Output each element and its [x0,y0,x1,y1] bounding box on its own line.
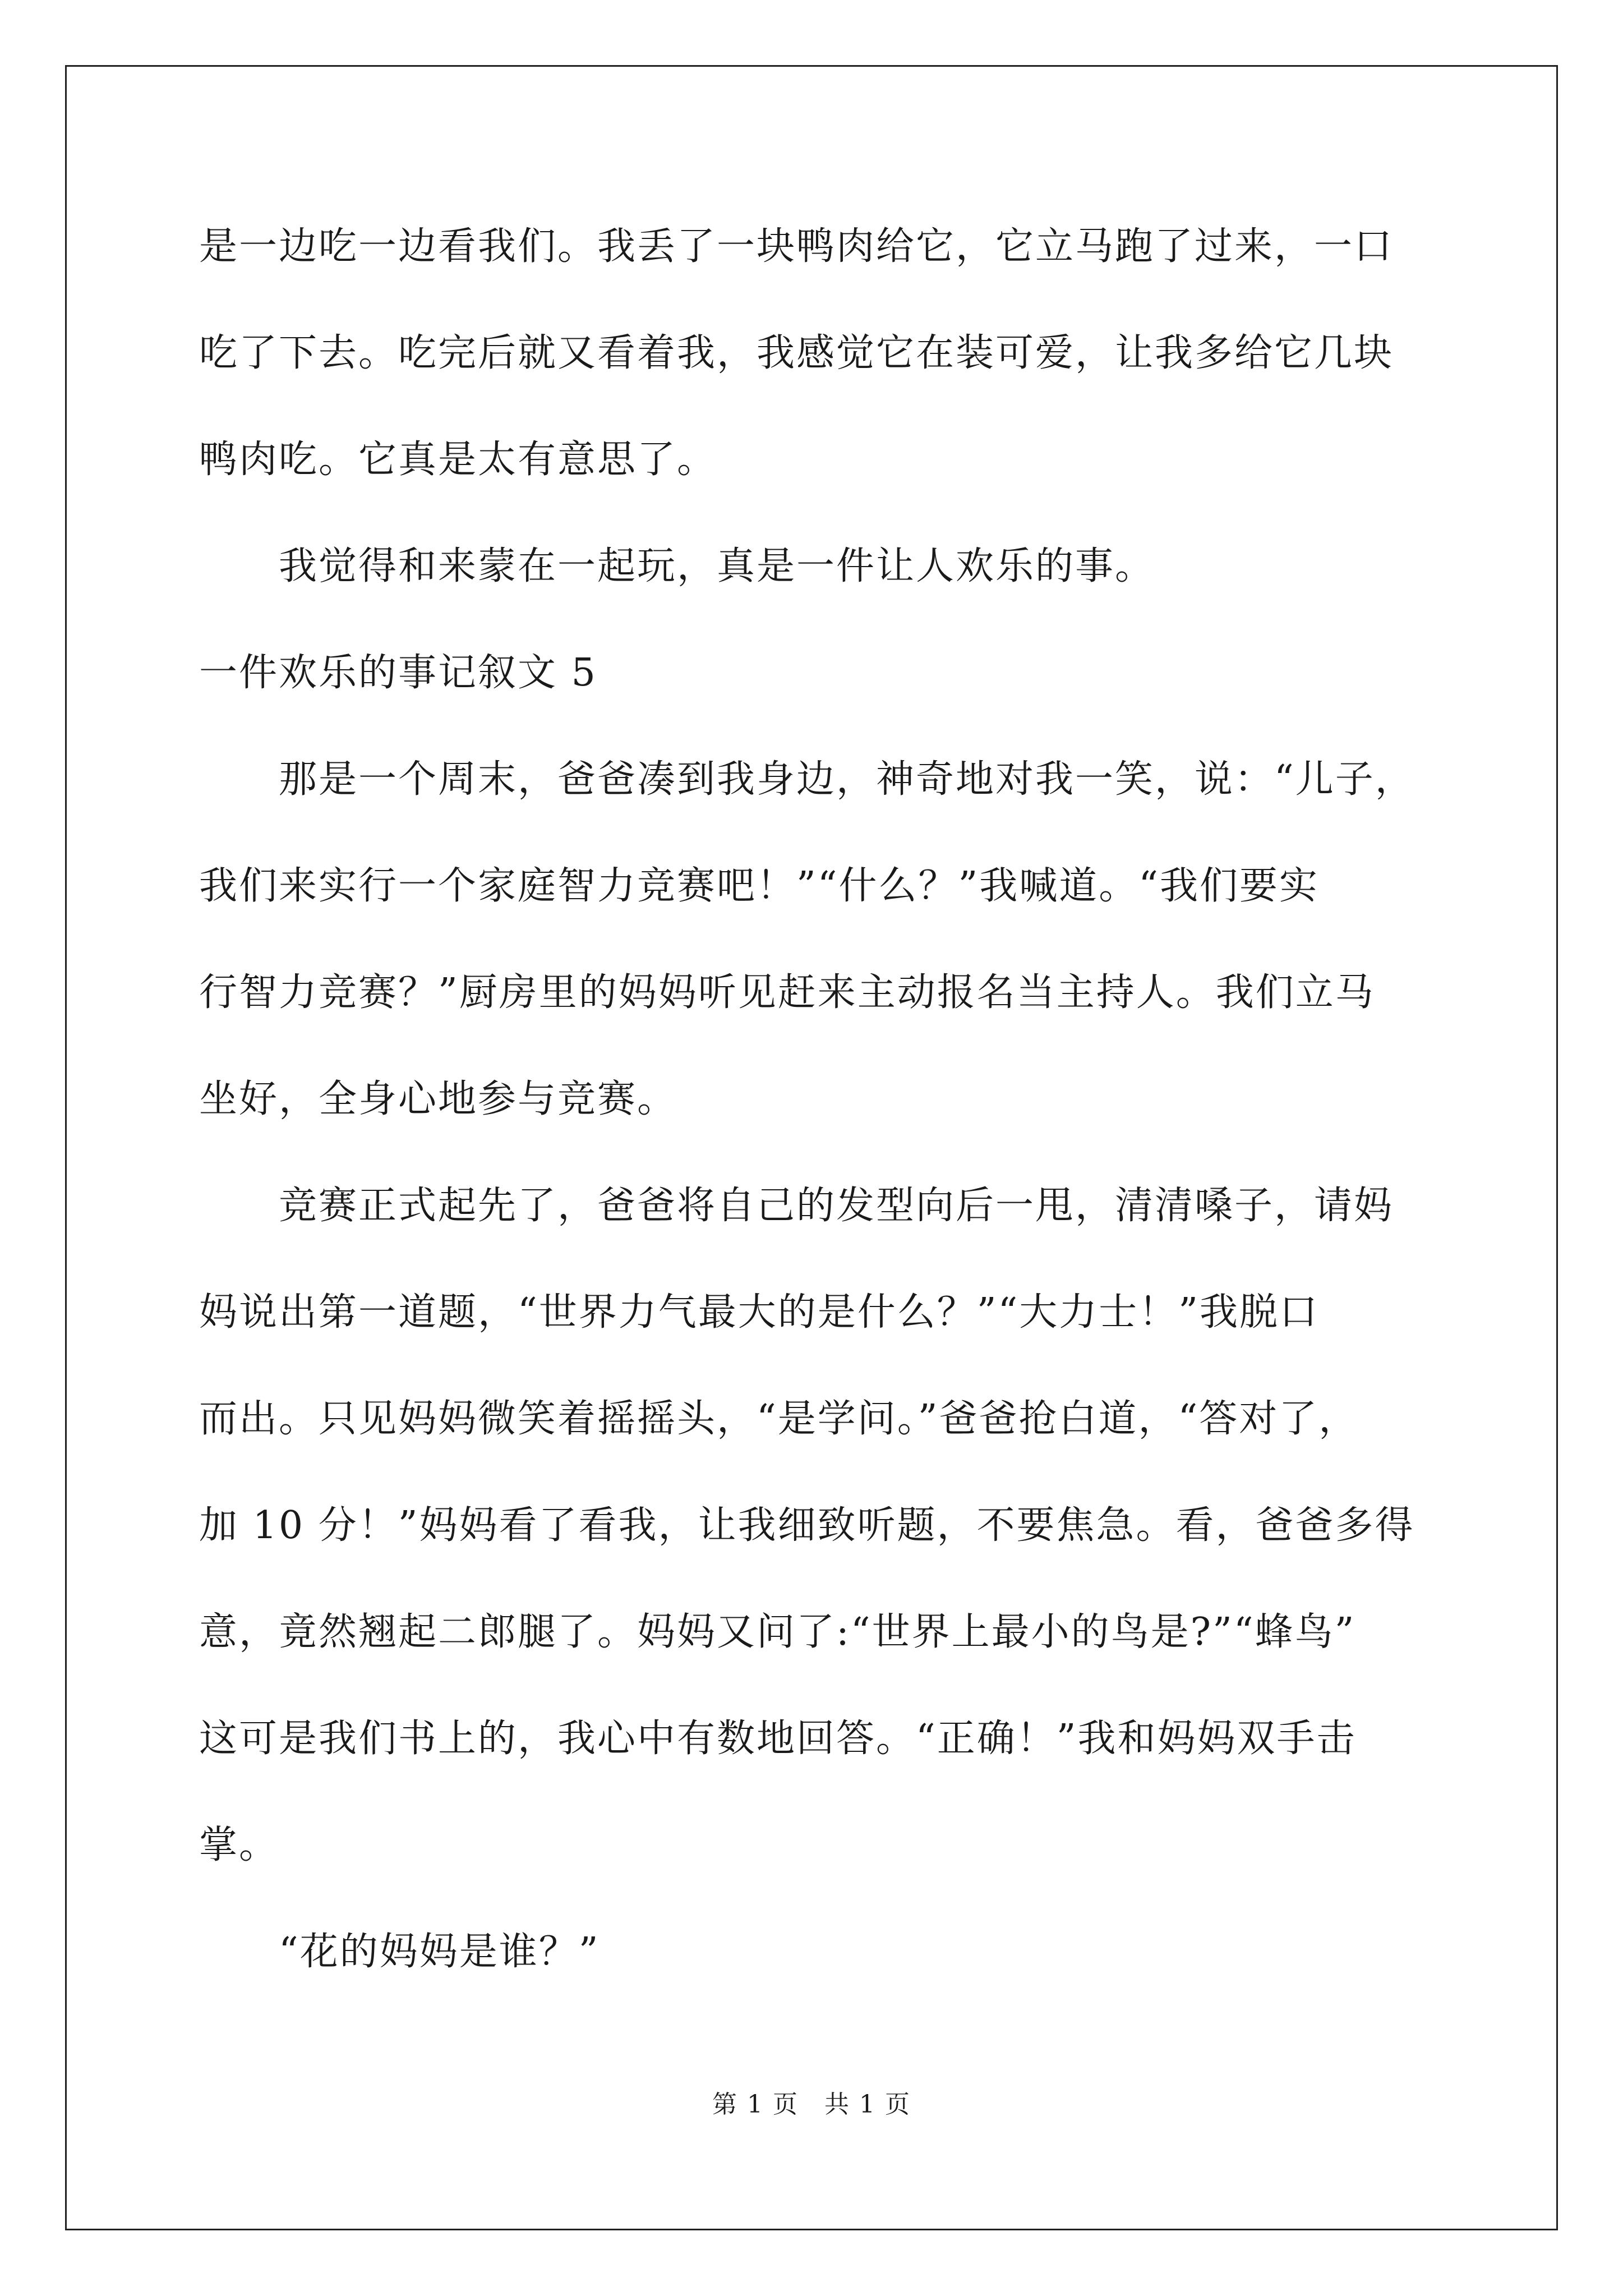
text-line: “花的妈妈是谁？” [199,1930,600,1974]
text-line: 而出。只见妈妈微笑着摇摇头，“是学问。”爸爸抢白道，“答对了， [199,1397,1359,1441]
text-line: 加 10 分！”妈妈看了看我，让我细致听题，不要焦急。看，爸爸多得 [199,1503,1415,1548]
page-border [65,65,1558,2230]
text-line: 掌。 [199,1823,279,1867]
text-line: 行智力竞赛？”厨房里的妈妈听见赶来主动报名当主持人。我们立马 [199,970,1375,1015]
text-line: 鸭肉吃。它真是太有意思了。 [199,438,717,482]
text-line: 我觉得和来蒙在一起玩，真是一件让人欢乐的事。 [199,544,1155,588]
text-line: 这可是我们书上的，我心中有数地回答。“正确！”我和妈妈双手击 [199,1717,1357,1761]
text-line: 那是一个周末，爸爸凑到我身边，神奇地对我一笑，说：“儿子， [199,757,1415,802]
text-line: 是一边吃一边看我们。我丢了一块鸭肉给它，它立马跑了过来，一口 [199,224,1394,269]
text-line: 吃了下去。吃完后就又看着我，我感觉它在装可爱，让我多给它几块 [199,331,1394,375]
text-line: 竞赛正式起先了，爸爸将自己的发型向后一甩，清清嗓子，请妈 [199,1184,1394,1228]
page-number-footer: 第 1 页 共 1 页 [712,2090,911,2119]
section-heading: 一件欢乐的事记叙文 5 [199,651,597,695]
text-line: 坐好，全身心地参与竞赛。 [199,1077,677,1121]
text-line: 妈说出第一道题，“世界力气最大的是什么？”“大力士！”我脱口 [199,1290,1320,1335]
text-line: 我们来实行一个家庭智力竞赛吧！”“什么？”我喊道。“我们要实 [199,864,1320,908]
text-line: 意，竟然翘起二郎腿了。妈妈又问了:“世界上最小的鸟是?”“蜂鸟” [199,1610,1356,1654]
